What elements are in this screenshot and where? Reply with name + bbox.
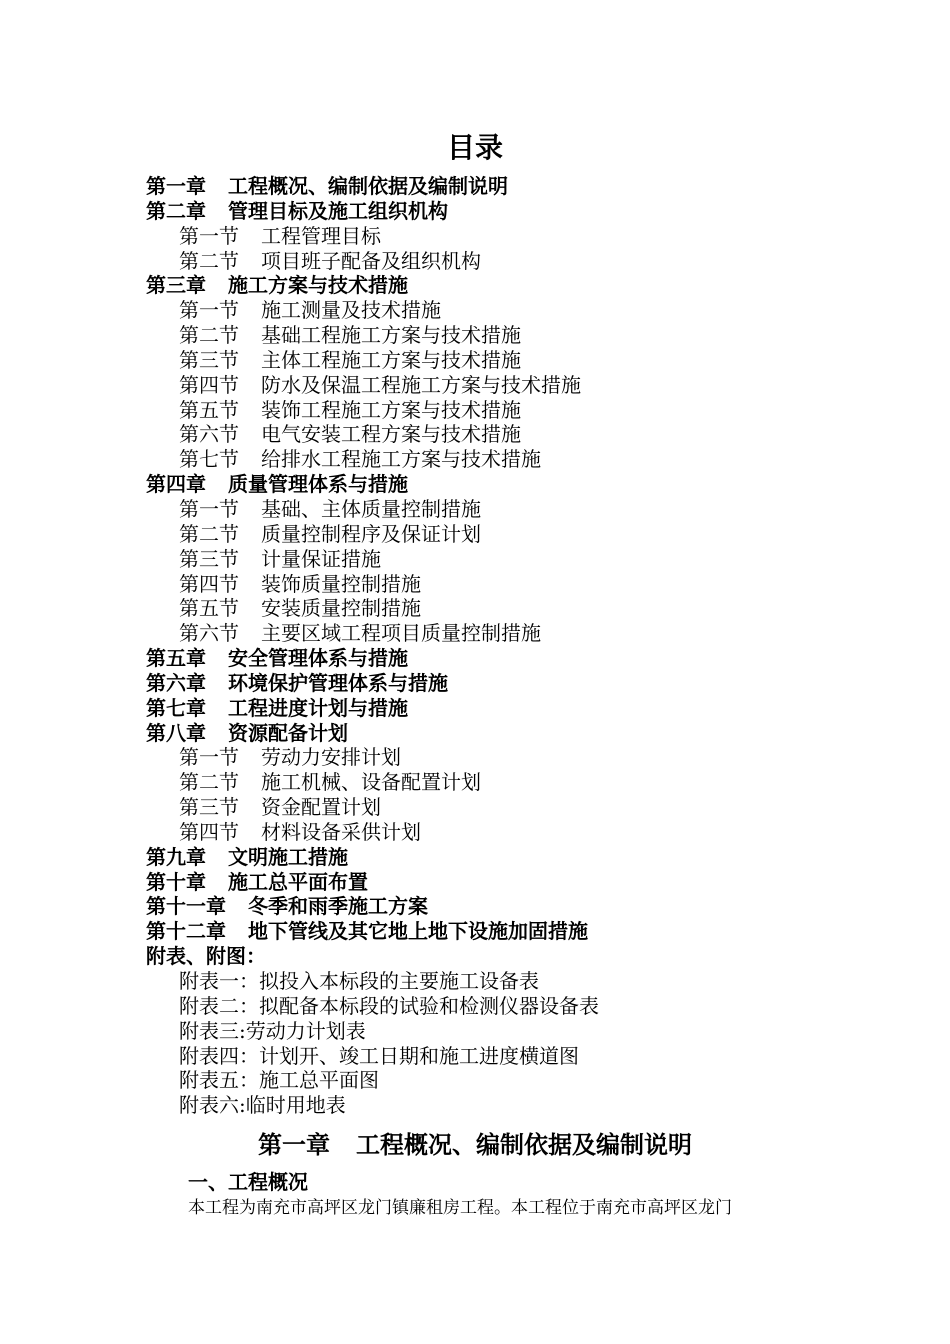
toc-entry-number: 第十二章 bbox=[146, 919, 226, 944]
toc-section-entry bbox=[146, 1093, 886, 1118]
toc-entry-number: 第五章 bbox=[146, 646, 206, 671]
toc-entry-number: 第五节 bbox=[179, 596, 239, 621]
toc-section-entry bbox=[146, 348, 886, 373]
toc-chapter-entry bbox=[146, 472, 886, 497]
toc-entry-title: 安装质量控制措施 bbox=[261, 596, 421, 621]
toc-entry-title: 资金配置计划 bbox=[261, 795, 381, 820]
toc-section-entry bbox=[146, 447, 886, 472]
toc-entry-title: 基础、主体质量控制措施 bbox=[261, 496, 481, 521]
toc-entry-title: 文明施工措施 bbox=[228, 844, 348, 869]
chapter-heading-title: 工程概况、编制依据及编制说明 bbox=[356, 1131, 692, 1159]
toc-entry-number: 第九章 bbox=[146, 844, 206, 869]
toc-entry-title: 项目班子配备及组织机构 bbox=[261, 248, 481, 273]
toc-section-entry bbox=[146, 398, 886, 423]
toc-entry-number: 第七章 bbox=[146, 695, 206, 720]
toc-entry-title: 环境保护管理体系与措施 bbox=[228, 670, 448, 695]
toc-entry-number: 第六章 bbox=[146, 670, 206, 695]
toc-entry-title: 工程管理目标 bbox=[261, 223, 381, 248]
toc-section-entry bbox=[146, 497, 886, 522]
toc-entry-number: 附表、附图： bbox=[146, 944, 266, 969]
table-of-contents bbox=[146, 174, 886, 1118]
toc-entry-title: 材料设备采供计划 bbox=[261, 819, 421, 844]
toc-entry-number: 第三节 bbox=[179, 347, 239, 372]
chapter-heading-number: 第一章 bbox=[258, 1131, 330, 1159]
toc-entry-title: 管理目标及施工组织机构 bbox=[228, 198, 448, 223]
toc-entry-number: 第二节 bbox=[179, 323, 239, 348]
toc-entry-number: 第四节 bbox=[179, 571, 239, 596]
toc-entry-number: 第六节 bbox=[179, 621, 239, 646]
toc-entry-title: 装饰质量控制措施 bbox=[261, 571, 421, 596]
toc-entry-title: 冬季和雨季施工方案 bbox=[248, 894, 428, 919]
toc-chapter-entry bbox=[146, 199, 886, 224]
toc-entry-title: 施工机械、设备配置计划 bbox=[261, 770, 481, 795]
toc-entry-number: 第四节 bbox=[179, 819, 239, 844]
toc-entry-number: 第三章 bbox=[146, 273, 206, 298]
toc-chapter-entry bbox=[146, 721, 886, 746]
toc-entry-number: 第一节 bbox=[179, 298, 239, 323]
toc-entry-number: 第一章 bbox=[146, 174, 206, 198]
chapter-heading bbox=[0, 1128, 950, 1162]
toc-entry-title: 质量管理体系与措施 bbox=[228, 472, 408, 497]
toc-section-entry bbox=[146, 1019, 886, 1044]
toc-entry-number: 附表四： bbox=[179, 1043, 259, 1068]
toc-entry-number: 附表五： bbox=[179, 1068, 259, 1093]
toc-entry-title: 地下管线及其它地上地下设施加固措施 bbox=[248, 919, 588, 944]
toc-section-entry bbox=[146, 820, 886, 845]
toc-entry-number: 第十一章 bbox=[146, 894, 226, 919]
toc-chapter-entry bbox=[146, 671, 886, 696]
toc-entry-title: 劳动力安排计划 bbox=[261, 745, 401, 770]
toc-chapter-entry bbox=[146, 944, 886, 969]
toc-entry-number: 第三节 bbox=[179, 795, 239, 820]
toc-chapter-entry bbox=[146, 845, 886, 870]
toc-section-entry bbox=[146, 224, 886, 249]
toc-entry-title: 施工方案与技术措施 bbox=[228, 273, 408, 298]
toc-entry-title: 安全管理体系与措施 bbox=[228, 646, 408, 671]
toc-entry-number: 第七节 bbox=[179, 447, 239, 472]
toc-section-entry bbox=[146, 522, 886, 547]
toc-entry-title: 施工总平面图 bbox=[259, 1068, 379, 1093]
toc-entry-title: 电气安装工程方案与技术措施 bbox=[261, 422, 521, 447]
toc-entry-number: 附表二： bbox=[179, 993, 259, 1018]
toc-entry-title: 工程进度计划与措施 bbox=[228, 695, 408, 720]
toc-entry-number: 第五节 bbox=[179, 397, 239, 422]
toc-entry-title: 防水及保温工程施工方案与技术措施 bbox=[261, 372, 581, 397]
toc-section-entry bbox=[146, 323, 886, 348]
section-subheading: 一、工程概况 bbox=[188, 1170, 308, 1194]
toc-entry-number: 附表三: bbox=[179, 1018, 246, 1043]
toc-section-entry bbox=[146, 1068, 886, 1093]
toc-section-entry bbox=[146, 596, 886, 621]
toc-entry-number: 第四节 bbox=[179, 372, 239, 397]
toc-section-entry bbox=[146, 770, 886, 795]
toc-entry-title: 基础工程施工方案与技术措施 bbox=[261, 323, 521, 348]
toc-section-entry bbox=[146, 795, 886, 820]
toc-entry-number: 第四章 bbox=[146, 472, 206, 497]
toc-entry-title: 拟配备本标段的试验和检测仪器设备表 bbox=[259, 993, 599, 1018]
toc-chapter-entry bbox=[146, 919, 886, 944]
toc-entry-number: 第二节 bbox=[179, 521, 239, 546]
toc-section-entry bbox=[146, 373, 886, 398]
toc-section-entry bbox=[146, 1044, 886, 1069]
toc-entry-title: 主体工程施工方案与技术措施 bbox=[261, 347, 521, 372]
toc-entry-title: 拟投入本标段的主要施工设备表 bbox=[259, 969, 539, 993]
toc-entry-title: 计量保证措施 bbox=[261, 546, 381, 571]
toc-chapter-entry bbox=[146, 174, 886, 199]
toc-chapter-entry bbox=[146, 646, 886, 671]
toc-entry-number: 第二节 bbox=[179, 248, 239, 273]
toc-entry-title: 计划开、竣工日期和施工进度横道图 bbox=[259, 1043, 579, 1068]
toc-entry-title: 给排水工程施工方案与技术措施 bbox=[261, 447, 541, 472]
toc-entry-title: 工程概况、编制依据及编制说明 bbox=[228, 174, 508, 198]
toc-chapter-entry bbox=[146, 273, 886, 298]
toc-chapter-entry bbox=[146, 894, 886, 919]
toc-entry-title: 装饰工程施工方案与技术措施 bbox=[261, 397, 521, 422]
toc-chapter-entry bbox=[146, 696, 886, 721]
toc-entry-title: 临时用地表 bbox=[245, 1093, 346, 1118]
toc-entry-number: 第一节 bbox=[179, 496, 239, 521]
toc-entry-number: 第一节 bbox=[179, 223, 239, 248]
toc-entry-title: 资源配备计划 bbox=[228, 720, 348, 745]
toc-section-entry bbox=[146, 298, 886, 323]
toc-entry-number: 第一节 bbox=[179, 745, 239, 770]
toc-entry-number: 附表一： bbox=[179, 969, 259, 993]
toc-entry-title: 质量控制程序及保证计划 bbox=[261, 521, 481, 546]
toc-entry-title: 劳动力计划表 bbox=[245, 1018, 366, 1043]
toc-section-entry bbox=[146, 422, 886, 447]
body-paragraph: 本工程为南充市高坪区龙门镇廉租房工程。本工程位于南充市高坪区龙门 bbox=[188, 1198, 732, 1218]
toc-section-entry bbox=[146, 621, 886, 646]
toc-entry-title: 施工总平面布置 bbox=[228, 869, 368, 894]
toc-entry-number: 第十章 bbox=[146, 869, 206, 894]
toc-section-entry bbox=[146, 547, 886, 572]
toc-entry-number: 第二节 bbox=[179, 770, 239, 795]
toc-section-entry bbox=[146, 969, 886, 994]
toc-section-entry bbox=[146, 745, 886, 770]
toc-entry-number: 附表六: bbox=[179, 1093, 246, 1118]
toc-entry-number: 第八章 bbox=[146, 720, 206, 745]
toc-chapter-entry bbox=[146, 870, 886, 895]
toc-entry-number: 第三节 bbox=[179, 546, 239, 571]
toc-entry-title: 施工测量及技术措施 bbox=[261, 298, 441, 323]
toc-entry-number: 第六节 bbox=[179, 422, 239, 447]
toc-title: 目录 bbox=[446, 131, 503, 164]
toc-entry-number: 第二章 bbox=[146, 198, 206, 223]
toc-section-entry bbox=[146, 994, 886, 1019]
toc-entry-title: 主要区域工程项目质量控制措施 bbox=[261, 621, 541, 646]
toc-section-entry bbox=[146, 249, 886, 274]
toc-section-entry bbox=[146, 572, 886, 597]
